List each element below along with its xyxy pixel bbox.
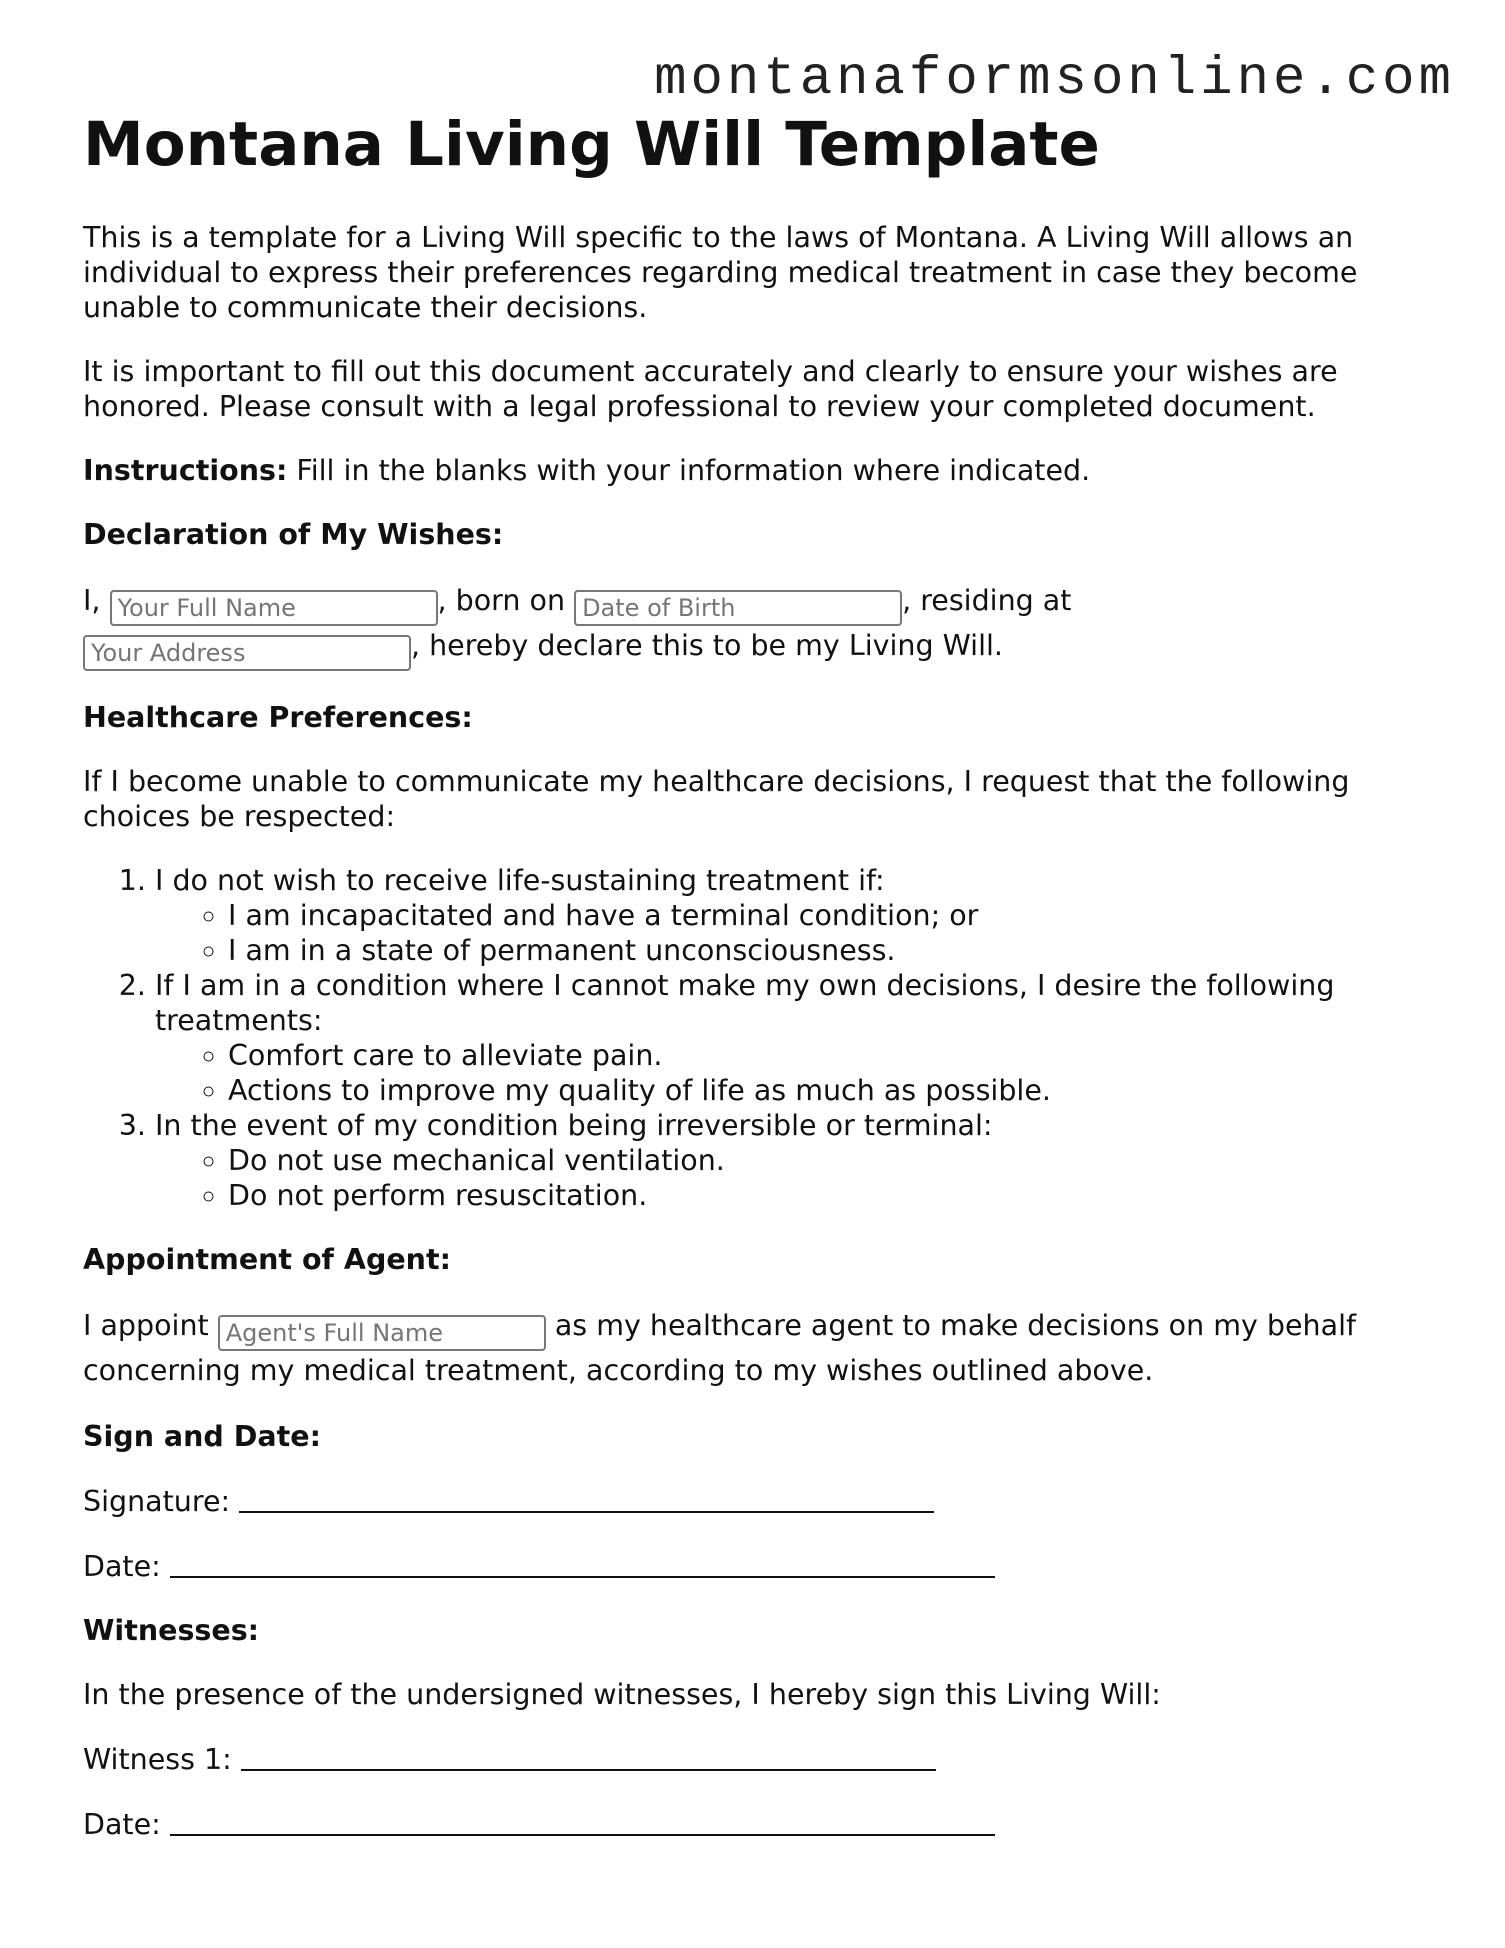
sign-date-label: Date:: [83, 1550, 170, 1583]
document-page: [83, 110, 1423, 1871]
agent-paragraph: [83, 1306, 1423, 1390]
sub-list: [155, 898, 1423, 968]
instructions: [83, 453, 1423, 488]
list-item-text: In the event of my condition being irreversible or terminal:: [155, 1109, 993, 1142]
intro-paragraph-2: It is important to fill out this document accurately and clearly to ensure your wishes are honored. Please consult with a legal professional to review your completed document.: [83, 355, 1338, 423]
site-watermark: montanaformsonline.com: [654, 49, 1455, 110]
address-input[interactable]: [83, 635, 411, 671]
agent-text-before: I appoint: [83, 1309, 218, 1342]
declaration-paragraph: [83, 581, 1423, 671]
witness-date-label: Date:: [83, 1808, 170, 1841]
date-of-birth-input[interactable]: [574, 590, 902, 626]
sub-list-item: ◦ I am in a state of permanent unconsciousness.: [228, 933, 1423, 968]
sub-list-item: ◦ Do not perform resuscitation.: [228, 1178, 1423, 1213]
healthcare-heading: Healthcare Preferences:: [83, 701, 473, 734]
instructions-text: Fill in the blanks with your information where indicated.: [287, 454, 1091, 487]
sub-list-item: ◦ Comfort care to alleviate pain.: [228, 1038, 1423, 1073]
declaration-text-born: , born on: [437, 584, 575, 617]
signature-label: Signature:: [83, 1485, 240, 1518]
declaration-text-residing: , residing at: [902, 584, 1072, 617]
witnesses-heading: Witnesses:: [83, 1614, 260, 1647]
list-item: [155, 1108, 1423, 1213]
witness-date-line[interactable]: [170, 1806, 995, 1836]
list-item-text: If I am in a condition where I cannot make my own decisions, I desire the following treatments:: [155, 969, 1335, 1037]
witness-date-row: [83, 1806, 1423, 1842]
sign-heading: Sign and Date:: [83, 1420, 321, 1453]
declaration-heading: Declaration of My Wishes:: [83, 518, 504, 551]
declaration-text-i: I,: [83, 584, 110, 617]
list-item-text: I do not wish to receive life-sustaining treatment if:: [155, 864, 885, 897]
intro-paragraph-1: This is a template for a Living Will specific to the laws of Montana. A Living Will allows an individual to express their preferences regarding medical treatment in case they become unable to communicate their decisions.: [83, 221, 1358, 324]
signature-row: [83, 1483, 1423, 1519]
signature-line[interactable]: [239, 1483, 934, 1513]
sub-list-item: ◦ Do not use mechanical ventilation.: [228, 1143, 1423, 1178]
witnesses-intro: In the presence of the undersigned witnesses, I hereby sign this Living Will:: [83, 1678, 1161, 1711]
sub-list: [155, 1143, 1423, 1213]
witness1-row: [83, 1741, 1423, 1777]
declaration-text-end: , hereby declare this to be my Living Will.: [411, 629, 1003, 662]
full-name-input[interactable]: [110, 590, 438, 626]
sign-date-row: [83, 1548, 1423, 1584]
page-title: Montana Living Will Template: [83, 109, 1100, 180]
list-item: [155, 968, 1423, 1108]
agent-text-after: as my healthcare agent to make decisions on my behalf concerning my medical treatment, according to my wishes outlined above.: [83, 1309, 1357, 1387]
sign-date-line[interactable]: [170, 1548, 995, 1578]
sub-list-item: ◦ Actions to improve my quality of life as much as possible.: [228, 1073, 1423, 1108]
healthcare-preferences-list: [83, 863, 1423, 1213]
agent-name-input[interactable]: [218, 1315, 546, 1351]
sub-list-item: ◦ I am incapacitated and have a terminal condition; or: [228, 898, 1423, 933]
agent-heading: Appointment of Agent:: [83, 1243, 451, 1276]
list-item: [155, 863, 1423, 968]
sub-list: [155, 1038, 1423, 1108]
witness1-line[interactable]: [241, 1741, 936, 1771]
instructions-label: Instructions:: [83, 454, 288, 487]
healthcare-intro: If I become unable to communicate my healthcare decisions, I request that the following choices be respected:: [83, 765, 1350, 833]
witness1-label: Witness 1:: [83, 1743, 241, 1776]
